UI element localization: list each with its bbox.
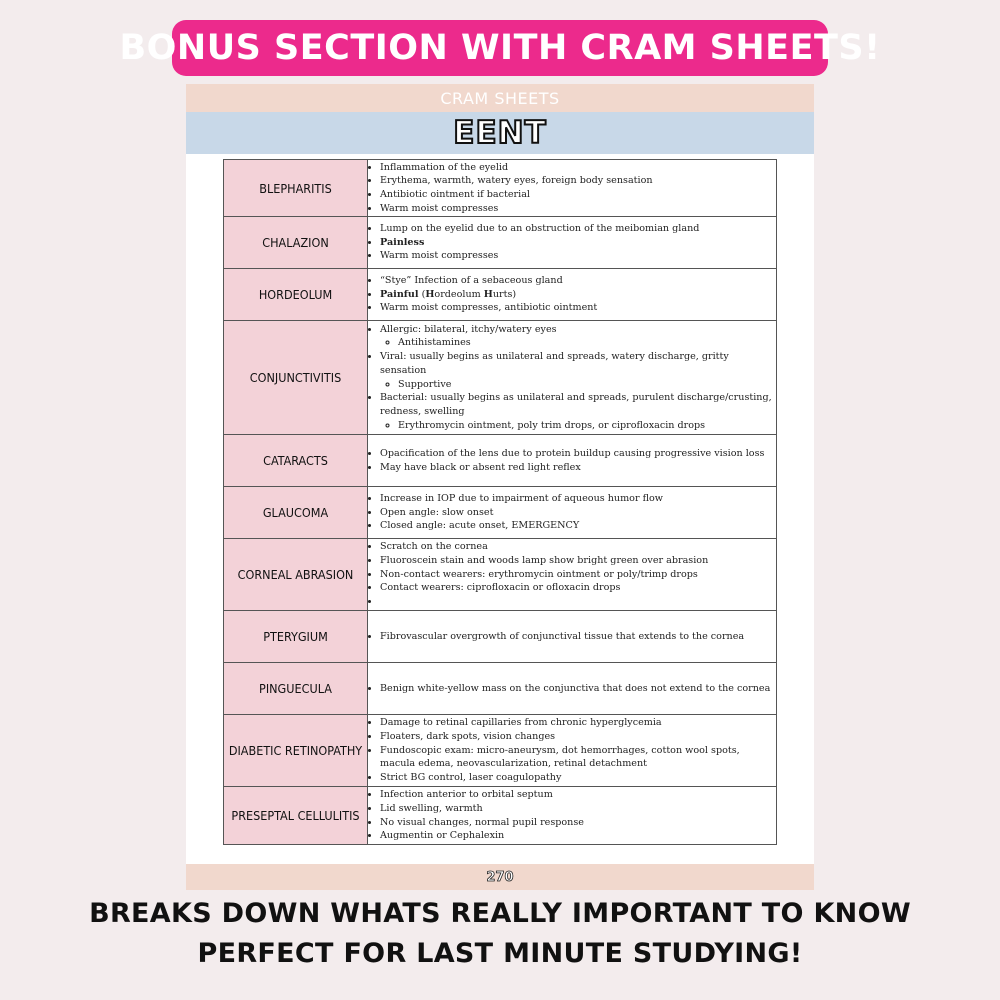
list-item-text: “Stye” Infection of a sebaceous gland — [380, 274, 563, 286]
list-item — [380, 506, 776, 520]
list-item-text: Strict BG control, laser coagulopathy — [380, 772, 562, 784]
term-cell: HORDEOLUM — [224, 269, 368, 321]
sub-list-item: ◦ Antihistamines — [398, 336, 776, 350]
list-item — [380, 301, 776, 315]
list-item — [380, 391, 776, 432]
list-item — [380, 350, 776, 391]
page-number: 270 — [486, 869, 514, 885]
list-item-text: Floaters, dark spots, vision changes — [380, 730, 556, 742]
cram-sheet-page — [186, 84, 814, 890]
table-row — [224, 217, 777, 269]
table-row — [224, 487, 777, 539]
bullet-list — [368, 222, 776, 263]
table-row — [224, 160, 777, 217]
list-item-text: May have black or absent red light reflex — [380, 461, 581, 473]
term-cell: DIABETIC RETINOPATHY — [224, 715, 368, 787]
description-cell — [368, 539, 777, 611]
list-item — [380, 816, 776, 830]
bullet-list — [368, 274, 776, 315]
list-item-text: Bacterial: usually begins as unilateral and spreads, purulent discharge/crusting, redness, swelling — [380, 392, 772, 417]
term-cell: GLAUCOMA — [224, 487, 368, 539]
table-row — [224, 715, 777, 787]
list-item-text: Allergic: bilateral, itchy/watery eyes — [380, 323, 557, 335]
list-item-text: Fundoscopic exam: micro-aneurysm, dot hemorrhages, cotton wool spots, macula edema, neovascularization, retinal detachment — [380, 744, 740, 770]
list-item — [380, 788, 776, 802]
list-item-text: urts) — [492, 288, 517, 300]
cram-table — [223, 159, 777, 845]
list-item-text: Inflammation of the eyelid — [380, 161, 509, 173]
list-item-text: Fibrovascular overgrowth of conjunctival tissue that extends to the cornea — [380, 630, 745, 642]
list-item — [380, 540, 776, 554]
table-row — [224, 269, 777, 321]
list-item-text: Opacification of the lens due to protein buildup causing progressive vision loss — [380, 447, 765, 459]
list-item — [380, 716, 776, 730]
bullet-list — [368, 161, 776, 216]
list-item — [380, 161, 776, 175]
table-row — [224, 611, 777, 663]
list-item-text: No visual changes, normal pupil response — [380, 816, 584, 828]
list-item-text: Antibiotic ointment if bacterial — [380, 189, 530, 200]
list-item-text: Lid swelling, warmth — [380, 802, 483, 814]
tagline-line-2: PERFECT FOR LAST MINUTE STUDYING! — [197, 938, 803, 969]
table-row — [224, 787, 777, 845]
sub-list-item: ◦ Erythromycin ointment, poly trim drops, or ciprofloxacin drops — [398, 419, 776, 433]
list-item-text: Warm moist compresses — [380, 202, 499, 214]
list-item-text: Lump on the eyelid due to an obstruction of the meibomian gland — [380, 222, 700, 234]
table-row — [224, 321, 777, 435]
sub-bullet-list — [380, 378, 776, 392]
list-item-text: Warm moist compresses — [380, 250, 499, 262]
list-item-text: Painless — [380, 236, 425, 248]
list-item — [380, 492, 776, 506]
list-item-text: Contact wearers: ciprofloxacin or ofloxacin drops — [380, 582, 621, 594]
list-item — [380, 595, 776, 609]
list-item — [380, 174, 776, 188]
list-item-text: Damage to retinal capillaries from chronic hyperglycemia — [380, 717, 662, 729]
bullet-list — [368, 540, 776, 609]
list-item-text: ordeolum — [434, 288, 484, 300]
list-item — [380, 236, 776, 250]
bullet-list — [368, 630, 776, 644]
list-item — [380, 568, 776, 582]
list-item — [380, 222, 776, 236]
page-footer — [186, 864, 814, 890]
term-cell: PTERYGIUM — [224, 611, 368, 663]
list-item — [380, 323, 776, 350]
list-item-text: Open angle: slow onset — [380, 506, 494, 518]
list-item — [380, 461, 776, 475]
term-cell: CORNEAL ABRASION — [224, 539, 368, 611]
list-item-text: Increase in IOP due to impairment of aqueous humor flow — [380, 492, 663, 504]
list-item — [380, 249, 776, 263]
bullet-list — [368, 447, 776, 474]
list-item-text: Scratch on the cornea — [380, 541, 488, 553]
list-item-text: Painful — [380, 288, 419, 300]
term-cell: PINGUECULA — [224, 663, 368, 715]
bullet-list — [368, 323, 776, 433]
list-item-text: Viral: usually begins as unilateral and spreads, watery discharge, gritty sensation — [380, 351, 729, 376]
bullet-list — [368, 788, 776, 843]
description-cell — [368, 321, 777, 435]
list-item-text: Non-contact wearers: erythromycin ointment or poly/trimp drops — [380, 568, 698, 580]
bullet-list — [368, 716, 776, 785]
promo-banner: BONUS SECTION WITH CRAM SHEETS! — [172, 20, 828, 76]
term-cell: CONJUNCTIVITIS — [224, 321, 368, 435]
list-item — [380, 202, 776, 216]
term-cell: CATARACTS — [224, 435, 368, 487]
description-cell — [368, 487, 777, 539]
description-cell — [368, 269, 777, 321]
sub-list-item: ◦ Supportive — [398, 378, 776, 392]
description-cell — [368, 663, 777, 715]
table-row — [224, 663, 777, 715]
term-cell: PRESEPTAL CELLULITIS — [224, 787, 368, 845]
description-cell — [368, 715, 777, 787]
list-item-text: Augmentin or Cephalexin — [380, 830, 505, 842]
sub-bullet-list — [380, 419, 776, 433]
description-cell — [368, 217, 777, 269]
tagline-line-1: BREAKS DOWN WHATS REALLY IMPORTANT TO KNOW — [89, 898, 911, 929]
list-item — [380, 288, 776, 302]
list-item — [380, 447, 776, 461]
cram-sheets-header: CRAM SHEETS — [186, 84, 814, 112]
list-item — [380, 730, 776, 744]
list-item — [380, 802, 776, 816]
bullet-list — [368, 492, 776, 533]
description-cell — [368, 787, 777, 845]
term-cell: BLEPHARITIS — [224, 160, 368, 217]
list-item-text: H — [483, 288, 493, 300]
list-item — [380, 188, 776, 202]
section-title: EENT — [453, 115, 547, 151]
description-cell — [368, 435, 777, 487]
section-title-bar — [186, 112, 814, 154]
list-item — [380, 829, 776, 843]
sub-bullet-list — [380, 336, 776, 350]
list-item-text: ( — [418, 288, 426, 300]
bullet-list — [368, 682, 776, 696]
description-cell — [368, 160, 777, 217]
list-item-text: H — [425, 288, 435, 300]
term-cell: CHALAZION — [224, 217, 368, 269]
table-row — [224, 435, 777, 487]
list-item — [380, 274, 776, 288]
description-cell — [368, 611, 777, 663]
list-item-text: Benign white-yellow mass on the conjunctiva that does not extend to the cornea — [380, 682, 771, 694]
list-item — [380, 581, 776, 595]
list-item — [380, 554, 776, 568]
list-item — [380, 630, 776, 644]
list-item — [380, 519, 776, 533]
list-item-text: Warm moist compresses, antibiotic ointment — [380, 302, 598, 314]
list-item-text: Closed angle: acute onset, EMERGENCY — [380, 520, 580, 532]
list-item — [380, 771, 776, 785]
list-item-text: Infection anterior to orbital septum — [380, 789, 553, 801]
list-item-text: Fluoroscein stain and woods lamp show bright green over abrasion — [380, 554, 709, 566]
list-item — [380, 744, 776, 771]
table-row — [224, 539, 777, 611]
list-item — [380, 682, 776, 696]
list-item-text: Erythema, warmth, watery eyes, foreign body sensation — [380, 175, 653, 187]
